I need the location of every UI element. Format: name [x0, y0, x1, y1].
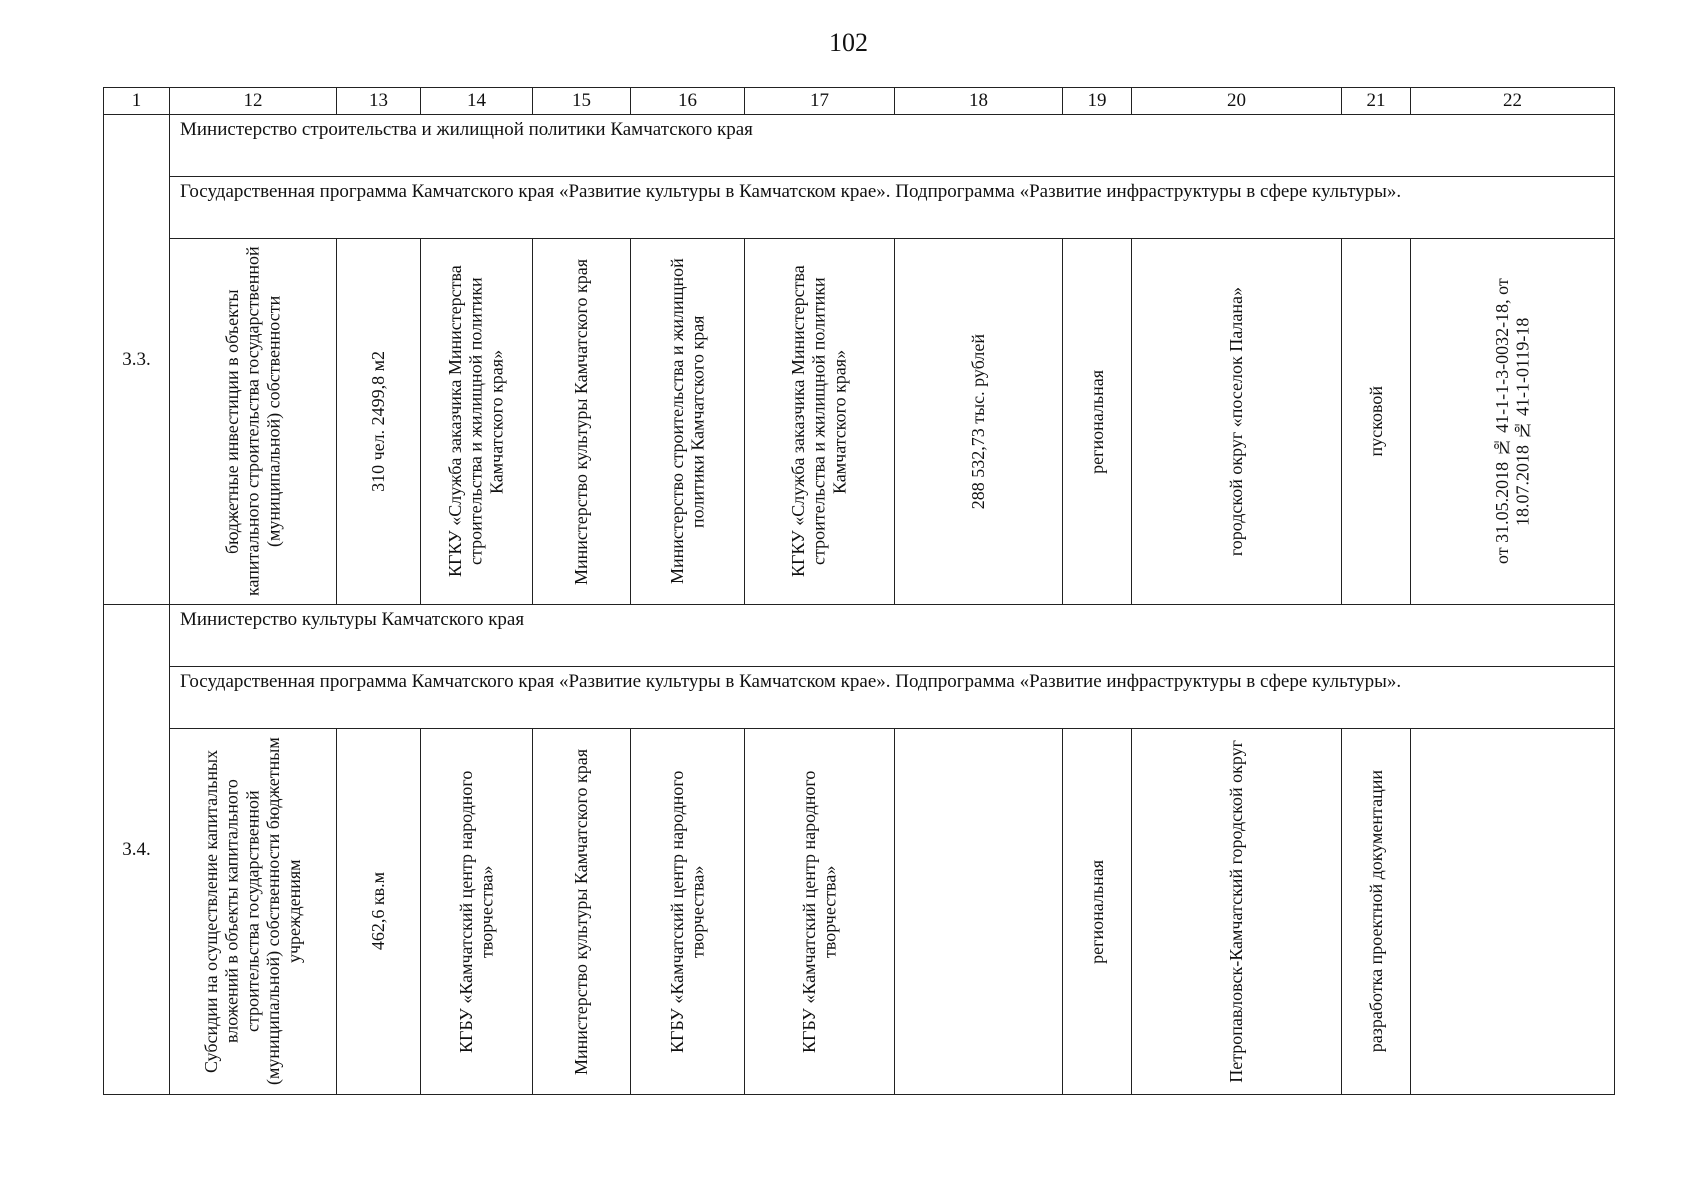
stage-cell: разработка проектной документации [1342, 729, 1411, 1095]
location-cell: городской округ «поселок Палана» [1132, 239, 1342, 605]
header-row [104, 88, 1615, 115]
header-cell: 16 [631, 88, 745, 115]
capacity-cell: 310 чел. 2499,8 м2 [337, 239, 421, 605]
page-number: 102 [829, 28, 868, 57]
customer-cell: КГБУ «Камчатский центр народного творчества» [421, 729, 533, 1095]
expertise-cell [1411, 729, 1615, 1095]
section-ministry-row [104, 605, 1615, 667]
responsible-body-cell: Министерство культуры Камчатского края [533, 729, 631, 1095]
ownership-cell: региональная [1063, 729, 1132, 1095]
section-program-row [104, 667, 1615, 729]
header-cell: 12 [170, 88, 337, 115]
customer-cell: КГКУ «Служба заказчика Министерства строительства и жилищной политики Камчатского края» [421, 239, 533, 605]
header-cell: 20 [1132, 88, 1342, 115]
section-program-row [104, 177, 1615, 239]
executor-cell: КГБУ «Камчатский центр народного творчества» [631, 729, 745, 1095]
executor-cell: Министерство строительства и жилищной политики Камчатского края [631, 239, 745, 605]
cost-cell [895, 729, 1063, 1095]
header-cell: 18 [895, 88, 1063, 115]
document-table [103, 87, 1615, 1095]
header-cell: 14 [421, 88, 533, 115]
investment-type-cell: Субсидии на осуществление капитальных вложений в объекты капитального строительства государственной (муниципальной) собственности бюджетным учреждениям [170, 729, 337, 1095]
program-name: Государственная программа Камчатского края «Развитие культуры в Камчатском крае». Подпрограмма «Развитие инфраструктуры в сфере культуры». [170, 177, 1615, 239]
header-cell: 17 [745, 88, 895, 115]
header-cell: 22 [1411, 88, 1615, 115]
header-cell: 13 [337, 88, 421, 115]
responsible-body-cell: Министерство культуры Камчатского края [533, 239, 631, 605]
section-ministry-row [104, 115, 1615, 177]
investment-type-cell: бюджетные инвестиции в объекты капитального строительства государственной (муниципальной) собственности [170, 239, 337, 605]
section-data-row [104, 239, 1615, 605]
header-cell: 1 [104, 88, 170, 115]
ministry-name: Министерство культуры Камчатского края [170, 605, 1615, 667]
expertise-cell: от 31.05.2018 № 41-1-1-3-0032-18, от 18.07.2018 № 41-1-0119-18 [1411, 239, 1615, 605]
header-cell: 21 [1342, 88, 1411, 115]
ministry-name: Министерство строительства и жилищной политики Камчатского края [170, 115, 1615, 177]
header-cell: 15 [533, 88, 631, 115]
developer-cell: КГБУ «Камчатский центр народного творчества» [745, 729, 895, 1095]
section-data-row [104, 729, 1615, 1095]
cost-cell: 288 532,73 тыс. рублей [895, 239, 1063, 605]
ownership-cell: региональная [1063, 239, 1132, 605]
capacity-cell: 462,6 кв.м [337, 729, 421, 1095]
location-cell: Петропавловск-Камчатский городской округ [1132, 729, 1342, 1095]
header-cell: 19 [1063, 88, 1132, 115]
section-number: 3.3. [104, 115, 170, 605]
developer-cell: КГКУ «Служба заказчика Министерства строительства и жилищной политики Камчатского края» [745, 239, 895, 605]
section-number: 3.4. [104, 605, 170, 1095]
program-name: Государственная программа Камчатского края «Развитие культуры в Камчатском крае». Подпрограмма «Развитие инфраструктуры в сфере культуры». [170, 667, 1615, 729]
stage-cell: пусковой [1342, 239, 1411, 605]
